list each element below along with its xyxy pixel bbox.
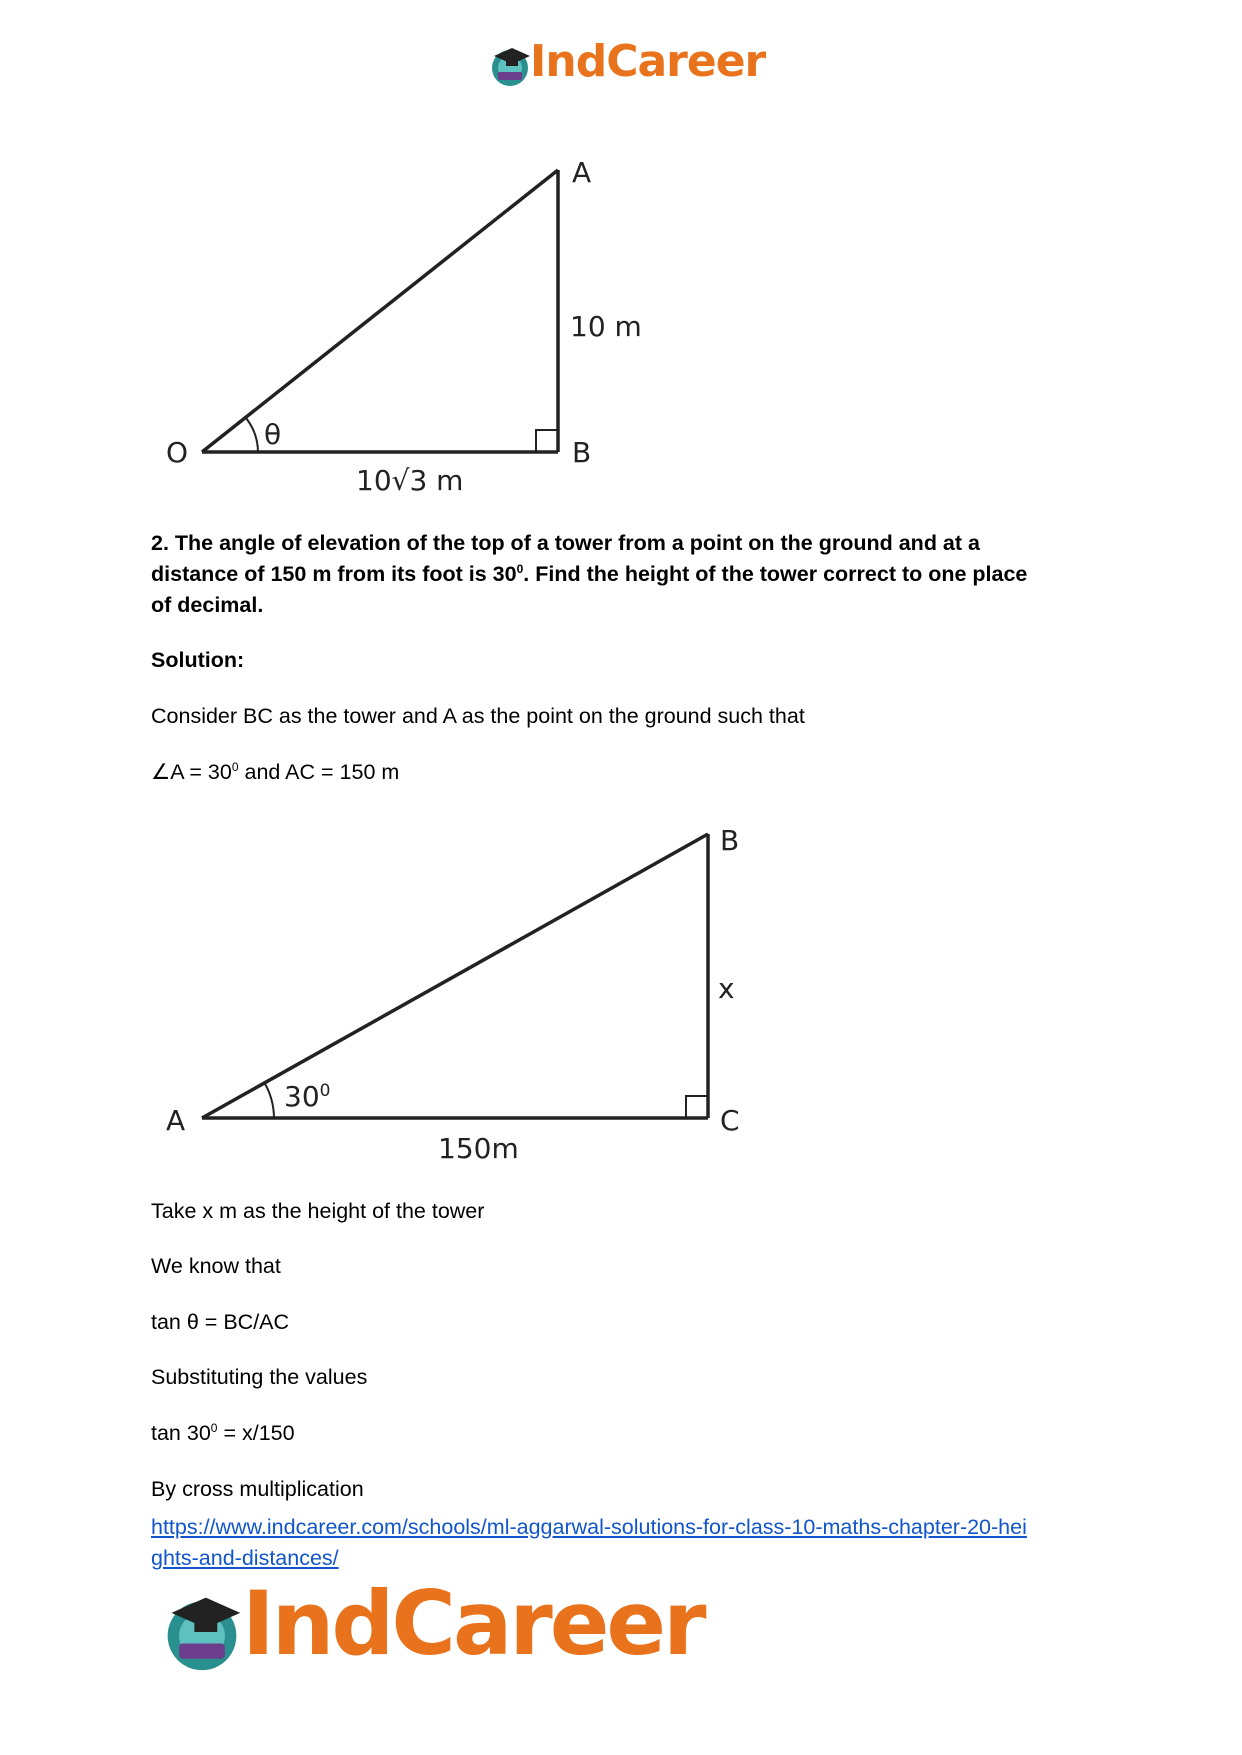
- question-line-3: of decimal.: [151, 593, 264, 617]
- degree-superscript: 0: [210, 1420, 218, 1435]
- source-link-line-1[interactable]: https://www.indcareer.com/schools/ml-aggarwal-solutions-for-class-10-maths-chapter-20-hei: [151, 1515, 1027, 1539]
- angle-label: θ: [264, 418, 282, 451]
- source-link-line-2[interactable]: ghts-and-distances/: [151, 1546, 339, 1570]
- brand-name: IndCareer: [530, 36, 766, 87]
- vertex-label-left: A: [166, 1104, 186, 1137]
- triangle-figure-abc: [150, 820, 770, 1170]
- footer-logo: [160, 1572, 720, 1678]
- source-link[interactable]: [151, 1512, 1111, 1574]
- step-substituting: Substituting the values: [151, 1365, 368, 1389]
- base-side-label: 150m: [438, 1132, 519, 1165]
- given-end: and AC = 150 m: [238, 760, 400, 784]
- step-take-x: Take x m as the height of the tower: [151, 1199, 485, 1223]
- vertical-side-label: 10 m: [570, 310, 642, 343]
- hypotenuse-oa: [202, 170, 558, 452]
- consider-text: Consider BC as the tower and A as the point on the ground such that: [151, 704, 805, 728]
- tan30-end: = x/150: [217, 1421, 295, 1445]
- angle-label: [284, 1080, 330, 1113]
- question-line-2: [151, 559, 1111, 590]
- angle-arc: [246, 418, 258, 452]
- vertex-label-top: A: [572, 156, 592, 189]
- step-we-know: We know that: [151, 1254, 281, 1278]
- step-cross-multiplication: By cross multiplication: [151, 1477, 364, 1501]
- angle-degree-superscript: 0: [319, 1081, 331, 1101]
- step-tan-formula: tan θ = BC/AC: [151, 1310, 290, 1334]
- question-text: [151, 528, 1111, 621]
- vertex-label-right: B: [572, 436, 592, 469]
- vertex-label-right: C: [720, 1104, 740, 1137]
- degree-superscript: 0: [231, 759, 239, 774]
- question-line-1: 2. The angle of elevation of the top of a tower from a point on the ground and at a: [151, 531, 980, 555]
- graduation-cap-book-icon: [160, 1590, 244, 1674]
- angle-value: 30: [284, 1080, 320, 1113]
- given-text: [151, 757, 399, 788]
- step-tan30: [151, 1418, 295, 1449]
- triangle-figure-oab: [150, 148, 670, 508]
- vertical-side-label: x: [718, 972, 735, 1005]
- question-line-2-end: . Find the height of the tower correct to one place: [523, 562, 1028, 586]
- question-line-2-start: distance of 150 m from its foot is 30: [151, 562, 517, 586]
- hypotenuse-ab: [202, 834, 708, 1118]
- right-angle-marker: [686, 1096, 708, 1118]
- given-start: ∠A = 30: [151, 760, 232, 784]
- base-side-label: 10√3 m: [356, 464, 464, 497]
- graduation-cap-book-icon: [488, 44, 532, 88]
- tan30-start: tan 30: [151, 1421, 211, 1445]
- vertex-label-top: B: [720, 824, 740, 857]
- header-logo: [488, 36, 768, 90]
- brand-name: IndCareer: [242, 1572, 704, 1675]
- vertex-label-left: O: [166, 436, 189, 469]
- degree-superscript: 0: [516, 561, 524, 576]
- solution-heading: Solution:: [151, 648, 245, 672]
- right-angle-marker: [536, 430, 558, 452]
- angle-arc: [264, 1082, 274, 1118]
